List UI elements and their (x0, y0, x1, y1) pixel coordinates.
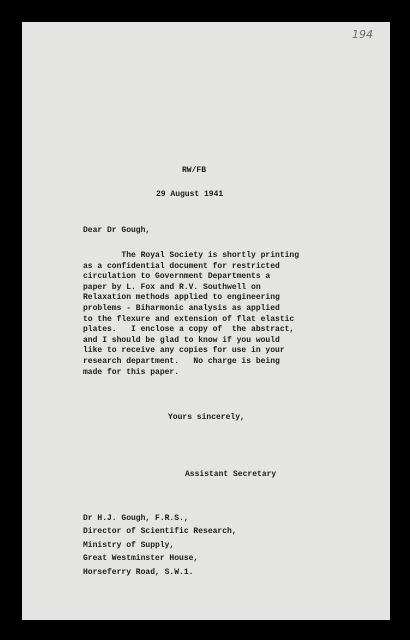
body-line: made for this paper. (83, 367, 180, 377)
body-line: paper by L. Fox and R.V. Southwell on (83, 282, 261, 292)
address-line: Director of Scientific Research, (83, 527, 237, 537)
letter-date: 29 August 1941 (156, 190, 224, 199)
reference-code: RW/FB (182, 166, 207, 175)
signature-title: Assistant Secretary (185, 470, 277, 479)
salutation: Dear Dr Gough, (83, 226, 151, 235)
address-line: Dr H.J. Gough, F.R.S., (83, 514, 189, 523)
letter-page (22, 22, 390, 620)
letter-body (83, 251, 383, 378)
body-line: as a confidential document for restricted (83, 261, 280, 271)
address-line: Ministry of Supply, (83, 540, 175, 550)
body-line: The Royal Society is shortly printing (83, 251, 300, 260)
body-line: plates. I enclose a copy of the abstract, (83, 325, 295, 335)
closing: Yours sincerely, (168, 413, 245, 422)
body-line: and I should be glad to know if you would (83, 335, 280, 345)
body-line: circulation to Government Departments a (83, 272, 271, 282)
body-line: to the flexure and extension of flat elastic (83, 314, 295, 324)
body-line: Relaxation methods applied to engineering (83, 293, 280, 303)
body-line: research department. No charge is being (83, 356, 280, 366)
address-line: Great Westminster House, (83, 554, 199, 564)
body-line: problems - Biharmonic analysis as applied (83, 303, 280, 313)
body-line: like to receive any copies for use in your (83, 346, 285, 356)
address-line: Horseferry Road, S.W.1. (83, 567, 194, 577)
folio-number: 194 (352, 28, 373, 41)
recipient-address (83, 512, 237, 579)
